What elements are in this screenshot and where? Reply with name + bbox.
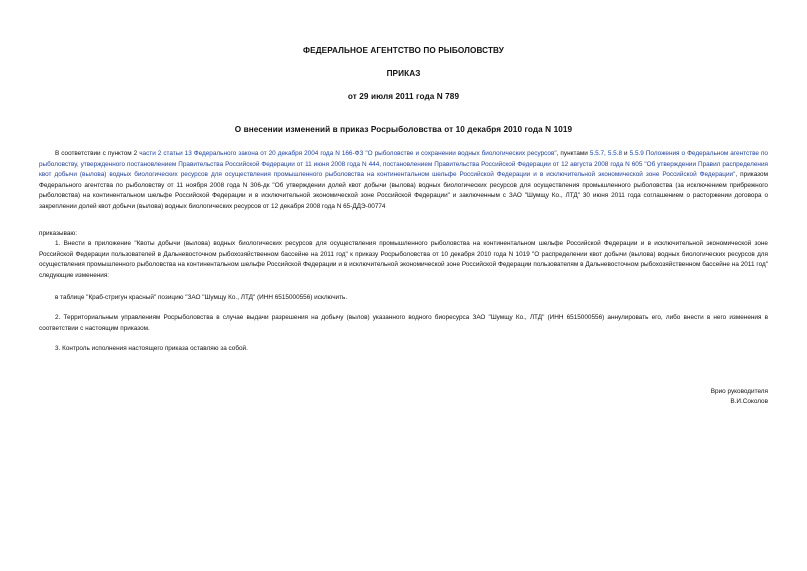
document-title: О внесении изменений в приказ Росрыболовства от 10 декабря 2010 года N 1019: [234, 125, 573, 134]
regulation-link[interactable]: 5.5.9 Положения о Федеральном агентстве по рыболовству, утвержденного постановлением Правительства Российской Федерации от 11 июня 2008 года N 444, постановлением Правительства Российской Федерации от 12 августа 2008 года N 605 "Об утверждении Правил распределения квот добычи (вылова) водных биологических ресурсов для осуществления промышленного рыболовства на континентальном шельфе Российской Федерации и в исключительной экономической зоне Российской Федерации": [39, 150, 768, 179]
preamble-text-2: , пунктами: [556, 150, 590, 157]
agency-name: ФЕДЕРАЛЬНОЕ АГЕНТСТВО ПО РЫБОЛОВСТВУ: [303, 46, 504, 55]
order-word: приказываю:: [39, 230, 77, 237]
regulation-points-link[interactable]: 5.5.7, 5.5.8: [589, 150, 623, 157]
preamble-text-1: В соответствии с пунктом 2: [55, 150, 140, 157]
preamble-paragraph: [39, 149, 768, 213]
document-date-number: от 29 июля 2011 года N 789: [347, 92, 460, 101]
preamble-text-3: и: [622, 150, 630, 157]
signature-position: Врио руководителя: [710, 388, 768, 395]
signature-block: [711, 387, 768, 407]
law-link[interactable]: части 2 статьи 13 Федерального закона от 20 декабря 2004 года N 166-ФЗ "О рыболовстве и сохранении водных биологических ресурсов": [139, 150, 557, 157]
signature-name: В.И.Соколов: [730, 398, 768, 405]
preamble-text-4: , приказом Федерального агентства по рыболовству от 11 ноября 2008 года N 306-дк "Об утверждении долей квот добычи (вылова) водных биологических ресурсов для осуществления промышленного рыболовства (за исключением прибрежного рыболовства) на континентальном шельфе Российской Федерации и в исключительной экономической зоне Российской Федерации" и заключенным с ЗАО "Шумщу Ко., ЛТД" 30 июня 2011 года соглашением о расторжении договора о закреплении долей квот добычи (вылова) водных биологических ресурсов от 12 декабря 2008 года N 65-ДДЭ-00774: [39, 171, 768, 210]
item-2: 2. Территориальным управлениям Росрыболовства в случае выдачи разрешения на добычу (вылов) указанного водного биоресурса ЗАО "Шумщу Ко., ЛТД" (ИНН 6515000556) аннулировать его, либо внести в него изменения в соответствии с настоящим приказом.: [39, 314, 768, 332]
item-1: 1. Внести в приложение "Квоты добычи (вылова) водных биологических ресурсов для осуществления промышленного рыболовства на континентальном шельфе Российской Федерации и в исключительной экономической зоне Российской Федерации пользователей в Дальневосточном рыбохозяйственном бассейне на 2011 год" к приказу Росрыболовства от 10 декабря 2010 года N 1019 "О распределении квот добычи (вылова) водных биологических ресурсов для осуществления промышленного рыболовства на континентальном шельфе Российской Федерации и в исключительной экономической зоне Российской Федерации пользователям в Дальневосточном рыбохозяйственном бассейне на 2011 год" следующие изменения:: [39, 240, 768, 279]
document-type: ПРИКАЗ: [386, 69, 421, 78]
item-3: 3. Контроль исполнения настоящего приказа оставляю за собой.: [55, 345, 248, 352]
item-1-sub: в таблице "Краб-стригун красный" позицию "ЗАО "Шумщу Ко., ЛТД" (ИНН 6515000556) исключить.: [55, 294, 348, 301]
